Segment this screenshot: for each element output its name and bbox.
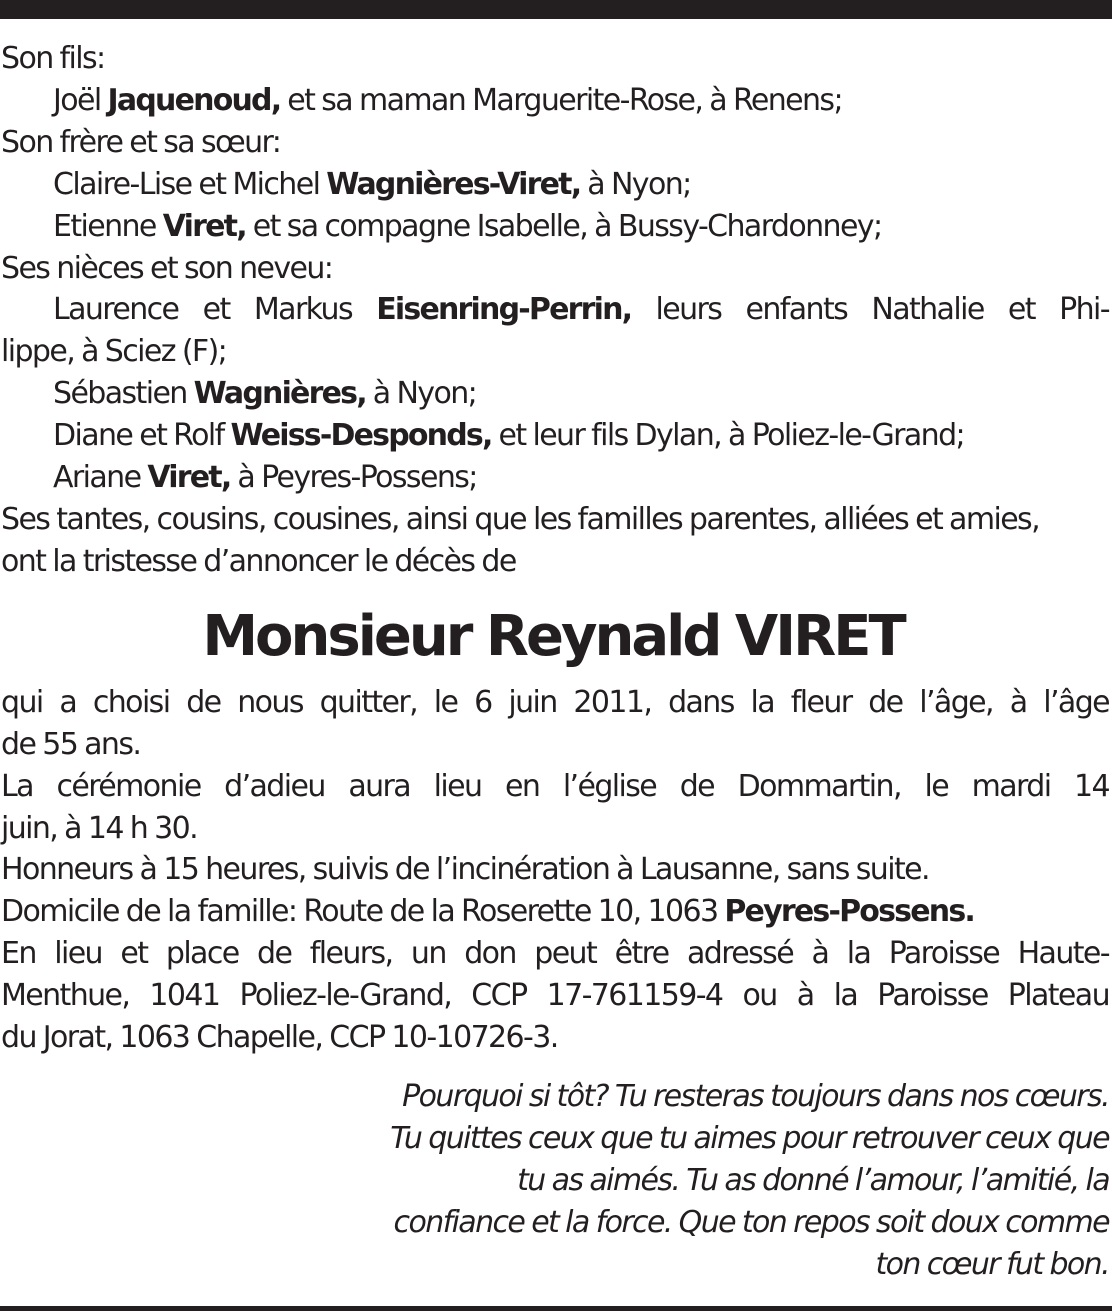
poem-line: tu as aimés. Tu as donné l’amour, l’amitié, la [517, 1162, 1109, 1198]
surname: Viret, [147, 460, 231, 496]
top-rule [0, 0, 1112, 19]
details-line: Menthue, 1041 Poliez-le-Grand, CCP 17-761159-4 ou à la Paroisse Plateau [1, 978, 1109, 1014]
surname: Wagnières, [193, 376, 366, 412]
poem-line: Pourquoi si tôt? Tu resteras toujours dans nos cœurs. [402, 1078, 1109, 1114]
surname: Weiss-Desponds, [230, 418, 492, 454]
surname: Viret, [162, 208, 246, 244]
details-line: En lieu et place de fleurs, un don peut être adressé à la Paroisse Haute- [1, 936, 1109, 972]
details-line: de 55 ans. [1, 726, 141, 762]
siblings-heading: Son frère et sa sœur: [1, 124, 281, 160]
surname: Jaquenoud, [107, 82, 281, 118]
poem [1, 1076, 1109, 1286]
details-line: La cérémonie d’adieu aura lieu en l’église de Dommartin, le mardi 14 [1, 768, 1109, 804]
obituary-notice [1, 38, 1109, 1285]
nieces-heading: Ses nièces et son neveu: [1, 250, 333, 286]
son-heading: Son fils: [1, 41, 105, 76]
details-line: Honneurs à 15 heures, suivis de l’incinération à Lausanne, sans suite. [1, 852, 929, 888]
sibling-entry: Etienne Viret, et sa compagne Isabelle, à Bussy-Chardonney; [53, 208, 882, 244]
poem-line: Tu quittes ceux que tu aimes pour retrouver ceux que [390, 1120, 1109, 1156]
closing-line: Ses tantes, cousins, cousines, ainsi que les familles parentes, alliées et amies, [1, 501, 1040, 537]
address-line: Domicile de la famille: Route de la Roserette 10, 1063 Peyres-Possens. [1, 894, 974, 930]
closing-line: ont la tristesse d’annoncer le décès de [1, 543, 516, 579]
niece-entry: Ariane Viret, à Peyres-Possens; [53, 460, 477, 496]
niece-entry: Sébastien Wagnières, à Nyon; [53, 376, 477, 412]
niece-entry: Diane et Rolf Weiss-Desponds, et leur fils Dylan, à Poliez-le-Grand; [53, 418, 965, 454]
poem-line: confiance et la force. Que ton repos soit doux comme [393, 1204, 1109, 1240]
sibling-entry: Claire-Lise et Michel Wagnières-Viret, à Nyon; [53, 166, 691, 202]
niece-entry: Laurence et Markus Eisenring-Perrin, leurs enfants Nathalie et Phi- [53, 292, 1110, 328]
deceased-name: Monsieur Reynald VIRET [202, 603, 904, 669]
details-line: juin, à 14 h 30. [1, 810, 198, 846]
surname: Wagnières-Viret, [326, 166, 581, 202]
details-line: du Jorat, 1063 Chapelle, CCP 10-10726-3. [1, 1020, 558, 1056]
poem-line: ton cœur fut bon. [875, 1246, 1109, 1282]
bottom-rule [0, 1306, 1112, 1311]
town: Peyres-Possens. [724, 894, 974, 930]
surname: Eisenring-Perrin, [376, 292, 632, 328]
son-entry: Joël Jaquenoud, et sa maman Marguerite-Rose, à Renens; [53, 82, 842, 118]
details-line: qui a choisi de nous quitter, le 6 juin 2011, dans la fleur de l’âge, à l’âge [1, 684, 1109, 720]
niece-entry-continued: lippe, à Sciez (F); [1, 334, 227, 370]
